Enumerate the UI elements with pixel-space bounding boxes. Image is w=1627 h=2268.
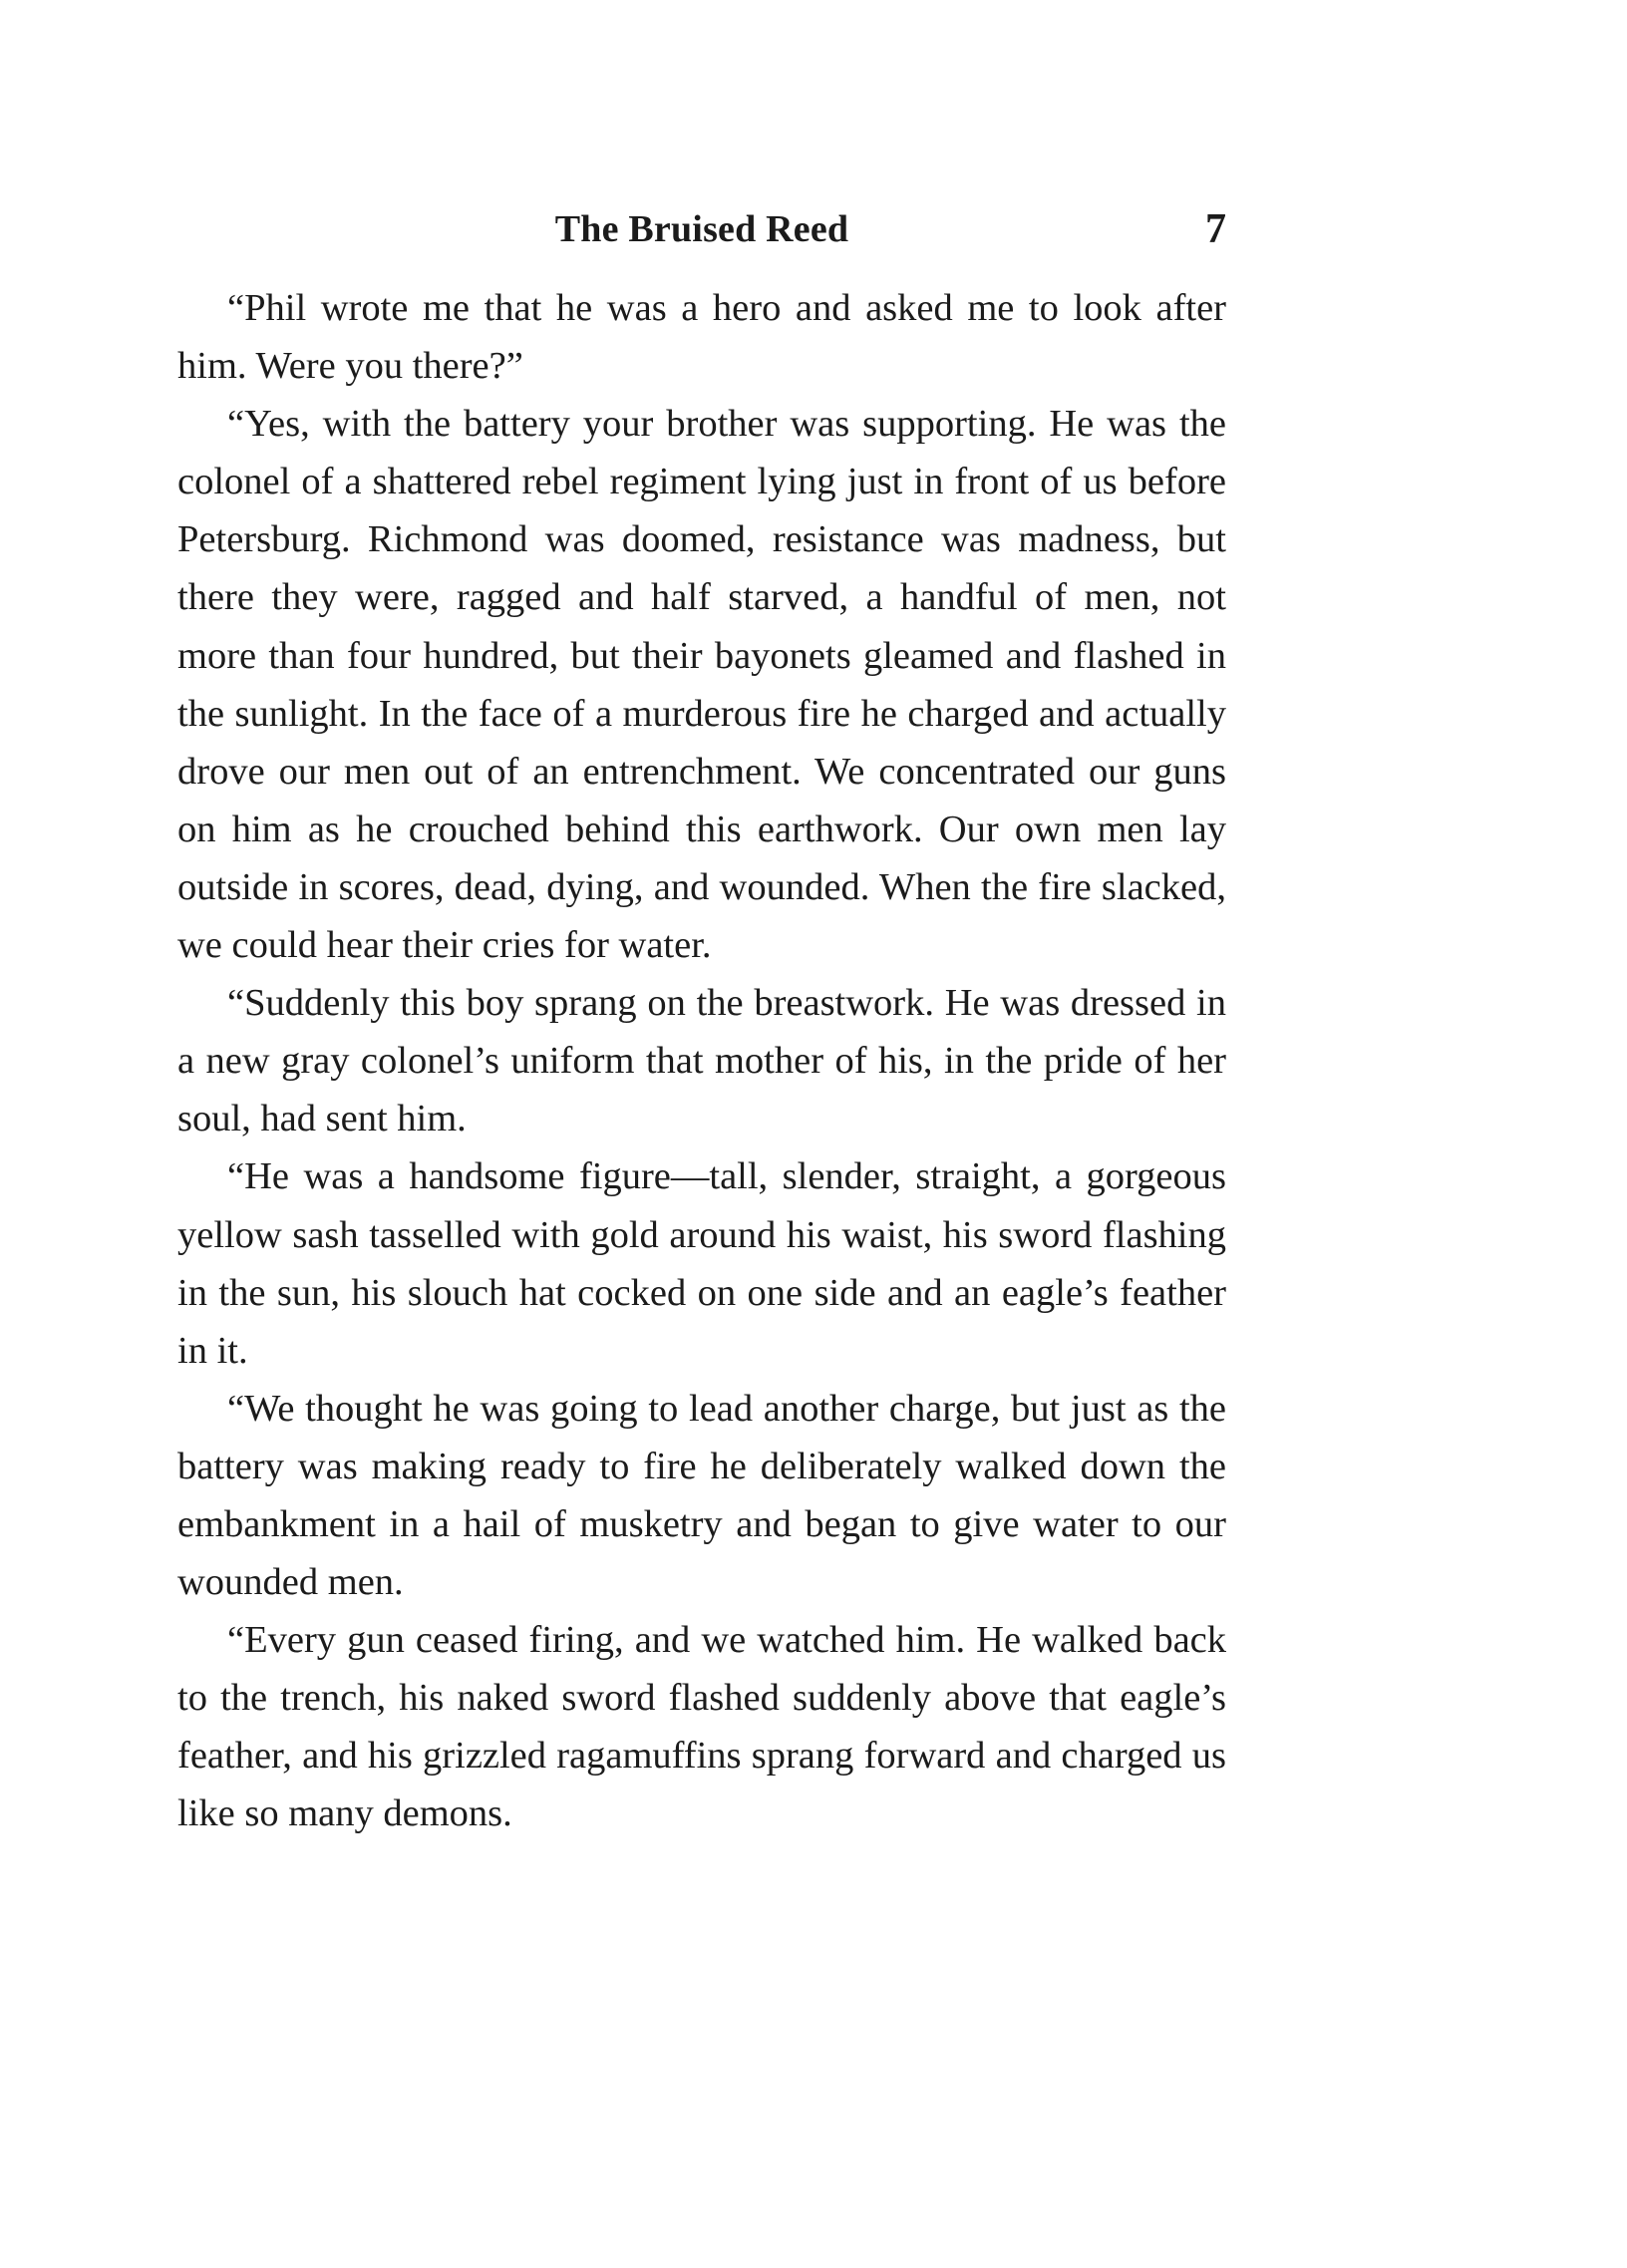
paragraph: “Every gun ceased firing, and we watched him. He walked back to the trench, his naked sword flashed suddenly above that eagle’s feather, and his grizzled ragamuffins sprang forward and charged us like so many demons. <box>177 1619 1226 1835</box>
paragraph: “Suddenly this boy sprang on the breastwork. He was dressed in a new gray colonel’s uniform that mother of his, in the pride of her soul, had sent him. <box>177 982 1226 1140</box>
paragraph: “We thought he was going to lead another charge, but just as the battery was making ready to fire he deliberately walked down the embankment in a hail of musketry and began to give water to our wounded men. <box>177 1387 1226 1604</box>
paragraph: “Phil wrote me that he was a hero and asked me to look after him. Were you there?” <box>177 287 1226 388</box>
page-number: 7 <box>1205 206 1226 252</box>
paragraph: “He was a handsome figure—tall, slender, straight, a gorgeous yellow sash tasselled with gold around his waist, his sword flashing in the sun, his slouch hat cocked on one side and an eagle’s feather in it. <box>177 1155 1226 1372</box>
body-text <box>177 279 1226 1843</box>
paragraph: “Yes, with the battery your brother was supporting. He was the colonel of a shattered rebel regiment lying just in front of us before Petersburg. Richmond was doomed, resistance was madness, but there they were, ragged and half starved, a handful of men, not more than four hundred, but their bayonets gleamed and flashed in the sunlight. In the face of a murderous fire he charged and actually drove our men out of an entrenchment. We concentrated our guns on him as he crouched behind this earthwork. Our own men lay outside in scores, dead, dying, and wounded. When the fire slacked, we could hear their cries for water. <box>177 403 1226 967</box>
running-title: The Bruised Reed <box>554 208 849 250</box>
running-head <box>177 199 1226 259</box>
